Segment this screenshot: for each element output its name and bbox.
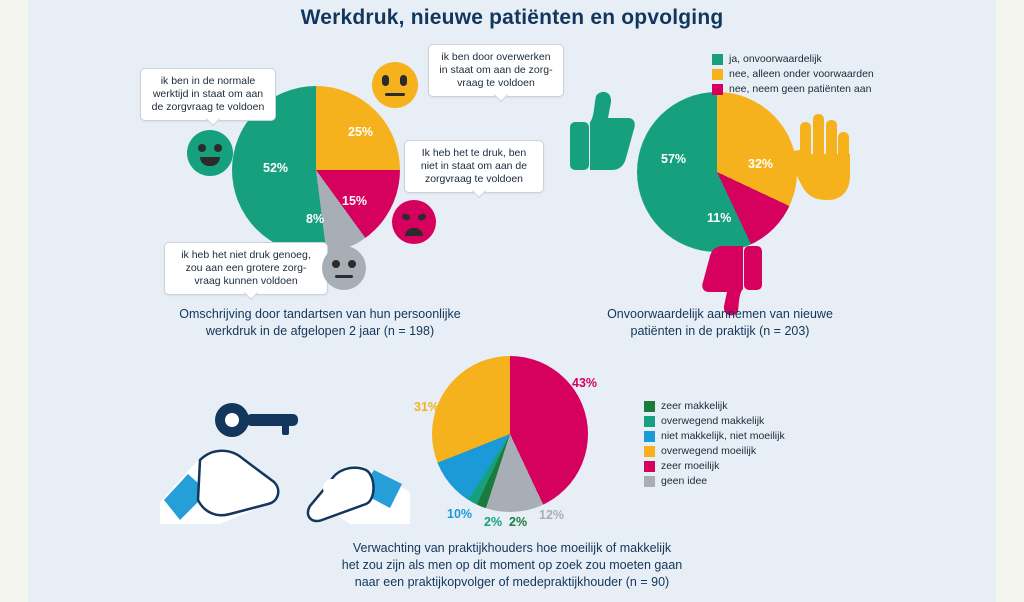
pie-patienten-label-57: 57% [661,152,687,166]
pie-werkdruk-label-8: 8% [306,212,325,226]
caption-line: Verwachting van praktijkhouders hoe moeilijk of makkelijk [352,541,672,555]
callout-niet-druk-genoeg [164,242,328,295]
legend-item [644,460,785,472]
legend-item [644,400,785,412]
pie-opvolging-label-2a: 2% [484,515,503,529]
legend-swatch [712,54,723,65]
callout-line: ik ben in de normale [160,75,256,87]
legend-nieuwe-patienten [712,53,874,98]
caption-line: werkdruk in de afgelopen 2 jaar (n = 198) [205,323,435,338]
pie-patienten-label-11: 11% [707,211,732,225]
pie-werkdruk-label-52: 52% [263,161,289,175]
pie-werkdruk-label-15: 15% [342,194,368,208]
callout-line: Ik heb het te druk, ben [421,147,527,159]
legend-swatch [644,446,655,457]
neutral-yellow-face-icon [372,62,418,108]
legend-label: zeer makkelijk [661,400,728,412]
legend-label: zeer moeilijk [661,460,720,472]
callout-line: in staat om aan de zorg- [439,64,553,77]
callout-overwerken [428,44,564,97]
thumbs-up-icon [566,86,636,176]
legend-swatch [644,401,655,412]
stop-hand-icon [786,110,856,202]
page-left-edge [0,0,28,602]
callout-line: vraag kunnen voldoen [194,275,298,288]
caption-werkdruk [152,306,488,340]
caption-line: het zou zijn als men op dit moment op zoek zou moeten gaan [341,557,683,572]
legend-label: nee, alleen onder voorwaarden [729,68,874,80]
callout-line: vraag te voldoen [457,77,535,90]
caption-opvolging [252,540,772,591]
callout-line: ik heb het niet druk genoeg, [181,249,311,261]
legend-label: niet makkelijk, niet moeilijk [661,430,785,442]
legend-label: overwegend makkelijk [661,415,765,427]
pie-werkdruk-label-25: 25% [348,125,374,139]
legend-swatch [712,69,723,80]
legend-item [712,53,874,65]
legend-item [712,83,874,95]
legend-swatch [644,476,655,487]
page-title: Werkdruk, nieuwe patiënten en opvolging [300,6,724,29]
callout-normale-werktijd [140,68,276,121]
legend-label: nee, neem geen patiënten aan [729,83,872,95]
legend-item [644,415,785,427]
caption-nieuwe-patienten [570,306,870,340]
legend-swatch [712,84,723,95]
legend-label: overwegend moeilijk [661,445,757,457]
caption-line: Onvoorwaardelijk aannemen van nieuwe [607,307,833,321]
pie-opvolging-label-31: 31% [414,400,440,414]
caption-line: patiënten in de praktijk (n = 203) [630,323,810,338]
callout-line: de zorgvraag te voldoen [151,101,265,114]
pie-opvolging-label-12: 12% [539,508,565,522]
legend-swatch [644,431,655,442]
pie-nieuwe-patienten [637,92,797,252]
pie-opvolging-label-43: 43% [572,376,598,390]
legend-swatch [644,416,655,427]
pie-opvolging [432,356,588,512]
legend-label: geen idee [661,475,708,487]
legend-item [644,430,785,442]
callout-line: ik ben door overwerken [441,51,551,63]
legend-item [644,445,785,457]
legend-opvolging [644,400,785,490]
pie-opvolging-label-10: 10% [447,507,473,521]
callout-line: niet in staat om aan de [420,160,528,173]
callout-line: zorgvraag te voldoen [424,173,524,186]
hand-giving-key-icon [160,384,410,524]
pie-patienten-label-32: 32% [748,157,774,171]
callout-te-druk [404,140,544,193]
legend-swatch [644,461,655,472]
happy-green-face-icon [187,130,233,176]
legend-item [644,475,785,487]
caption-line: Omschrijving door tandartsen van hun persoonlijke [179,307,461,321]
pie-opvolging-label-2b: 2% [509,515,528,529]
caption-line: naar een praktijkopvolger of medepraktijkhouder (n = 90) [354,574,670,589]
page-right-edge [996,0,1024,602]
callout-line: zou aan een grotere zorg- [185,262,307,275]
legend-item [712,68,874,80]
flat-grey-face-icon [322,246,366,290]
legend-label: ja, onvoorwaardelijk [729,53,822,65]
callout-line: werktijd in staat om aan [152,88,264,101]
sad-magenta-face-icon [392,200,436,244]
